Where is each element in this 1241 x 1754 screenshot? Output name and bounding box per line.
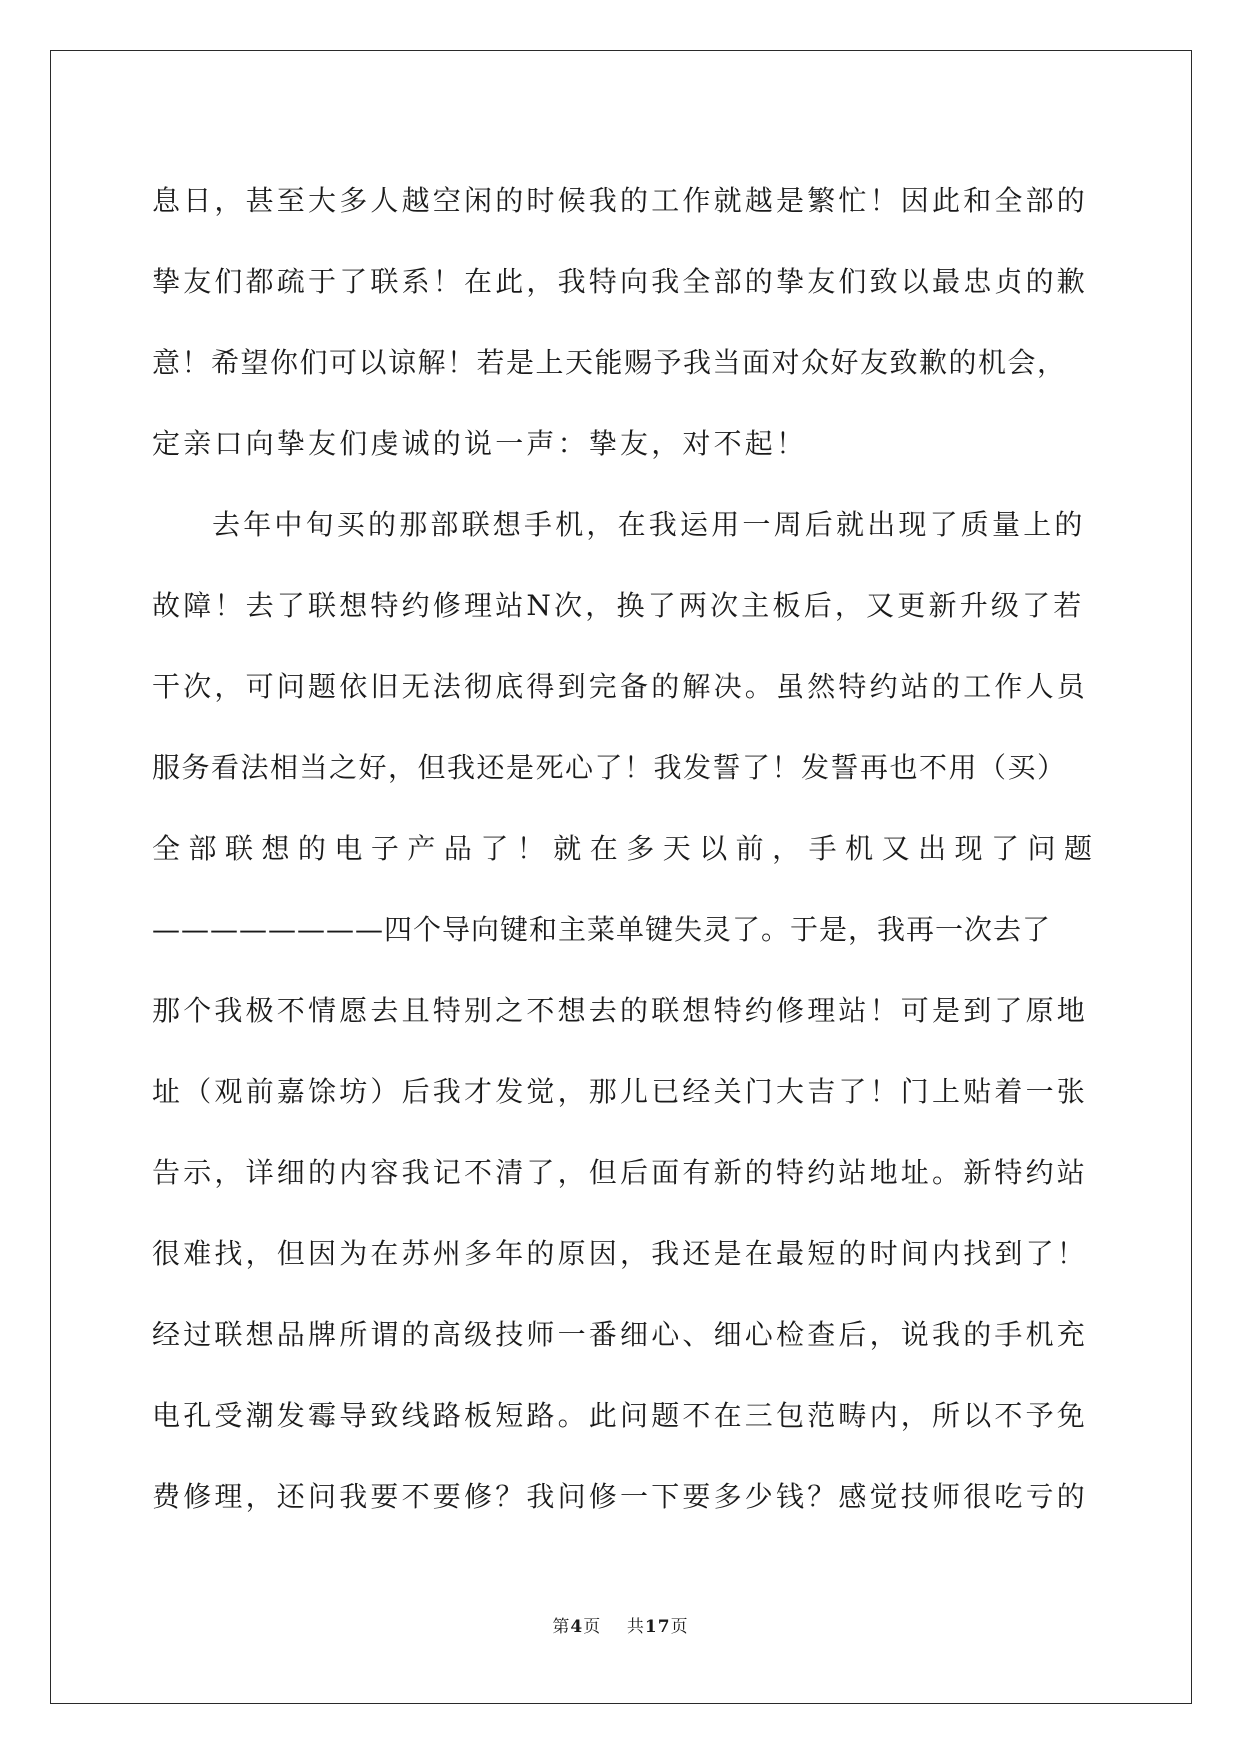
paragraph-first-line: 去年中旬买的那部联想手机，在我运用一周后就出现了质量上的: [212, 508, 1086, 541]
text-line: 经过联想品牌所谓的高级技师一番细心、细心检查后，说我的手机充: [152, 1318, 1089, 1351]
text-line: 息日，甚至大多人越空闲的时候我的工作就越是繁忙！因此和全部的: [152, 184, 1089, 217]
text-line: 定亲口向挚友们虔诚的说一声：挚友，对不起！: [152, 427, 808, 460]
text-line: 告示，详细的内容我记不清了，但后面有新的特约站地址。新特约站: [152, 1156, 1089, 1189]
text-line: 全部联想的电子产品了！就在多天以前，手机又出现了问题: [152, 832, 1092, 865]
total-suffix: 页: [670, 1617, 689, 1637]
text-line: 故障！去了联想特约修理站N次，换了两次主板后，又更新升级了若: [152, 589, 1085, 622]
text-line: 服务看法相当之好，但我还是死心了！我发誓了！发誓再也不用（买）: [152, 751, 1067, 784]
text-line: 干次，可问题依旧无法彻底得到完备的解决。虽然特约站的工作人员: [152, 670, 1089, 703]
text-line: 那个我极不情愿去且特别之不想去的联想特约修理站！可是到了原地: [152, 994, 1089, 1027]
text-line: 址（观前嘉馀坊）后我才发觉，那儿已经关门大吉了！门上贴着一张: [152, 1075, 1089, 1108]
document-body: [152, 160, 1092, 1537]
text-line: 意！希望你们可以谅解！若是上天能赐予我当面对众好友致歉的机会，: [152, 346, 1067, 379]
text-line: 电孔受潮发霉导致线路板短路。此问题不在三包范畴内，所以不予免: [152, 1399, 1089, 1432]
total-prefix: 共: [626, 1617, 645, 1637]
total-pages: 17: [644, 1617, 671, 1637]
text-line: 很难找，但因为在苏州多年的原因，我还是在最短的时间内找到了！: [152, 1237, 1089, 1270]
page-prefix: 第: [552, 1617, 571, 1637]
page-footer: [0, 1612, 1241, 1637]
text-line: 费修理，还问我要不要修？我问修一下要多少钱？感觉技师很吃亏的: [152, 1480, 1089, 1513]
page-suffix: 页: [583, 1617, 602, 1637]
page-number: 4: [570, 1617, 584, 1637]
text-line: ————————四个导向键和主菜单键失灵了。于是，我再一次去了: [152, 913, 1052, 946]
text-line: 挚友们都疏于了联系！在此，我特向我全部的挚友们致以最忠贞的歉: [152, 265, 1089, 298]
